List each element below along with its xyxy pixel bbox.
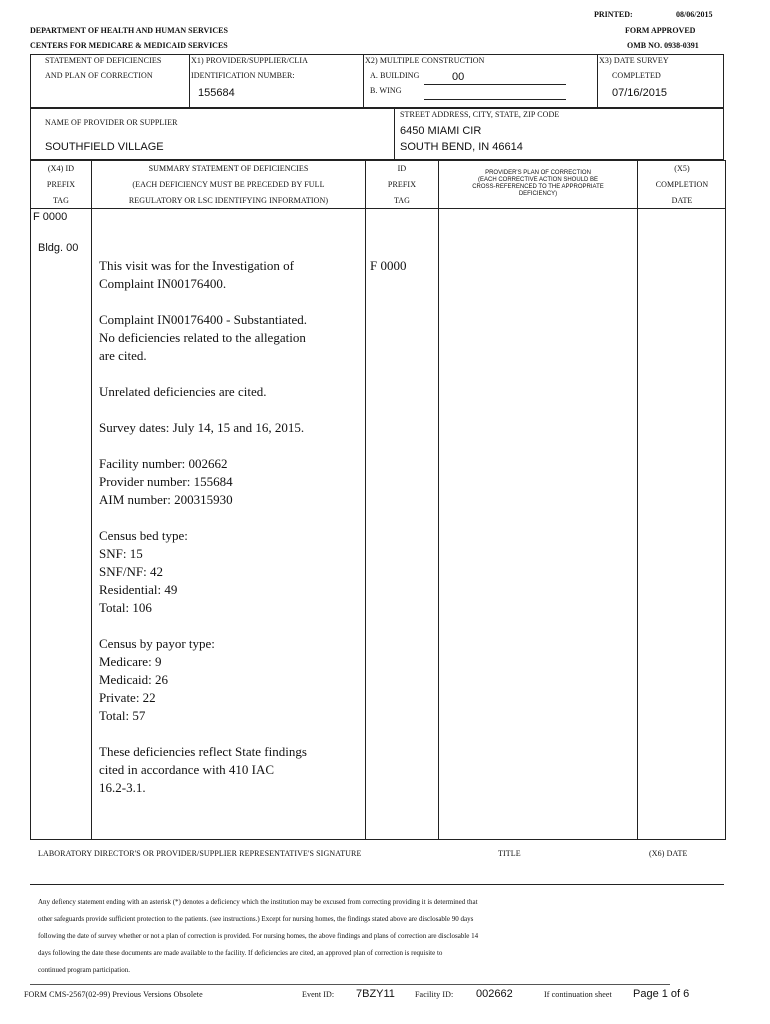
summary-line: 16.2-3.1.	[99, 780, 146, 795]
form-number: FORM CMS-2567(02-99) Previous Versions Obsolete	[24, 990, 203, 999]
address-line-1: 6450 MIAMI CIR	[400, 125, 482, 137]
x1-label-1: X1) PROVIDER/SUPPLIER/CLIA	[191, 56, 309, 65]
id-header-3: TAG	[393, 196, 411, 205]
disclaimer-line: continued program participation.	[38, 966, 130, 974]
provider-name-value: SOUTHFIELD VILLAGE	[45, 141, 164, 153]
summary-paragraph	[99, 455, 361, 509]
summary-line: No deficiencies related to the allegation	[99, 330, 306, 345]
disclaimer-line: other safeguards provide sufficient protection to the patients. (see instructions.) Except for nursing homes, the findings stated above are disclosable 90 days	[38, 915, 474, 923]
summary-paragraph	[99, 527, 361, 617]
summary-line: AIM number: 200315930	[99, 492, 233, 507]
summary-header-3: REGULATORY OR LSC IDENTIFYING INFORMATION)	[128, 196, 329, 205]
summary-line: Survey dates: July 14, 15 and 16, 2015.	[99, 420, 305, 435]
x5-header-3: DATE	[671, 196, 693, 205]
disclaimer-line: Any defiency statement ending with an asterisk (*) denotes a deficiency which the institution may be excused from correcting providing it is determined that	[38, 898, 478, 906]
summary-line: Total: 57	[99, 708, 146, 723]
centers-title: CENTERS FOR MEDICARE & MEDICAID SERVICES	[30, 41, 228, 50]
address-line-2: SOUTH BEND, IN 46614	[400, 141, 523, 153]
summary-line: Unrelated deficiencies are cited.	[99, 384, 267, 399]
plan-header-3: CROSS-REFERENCED TO THE APPROPRIATE	[472, 184, 604, 190]
summary-line: Medicare: 9	[99, 654, 162, 669]
provider-id-value: 155684	[198, 87, 235, 99]
summary-line: Provider number: 155684	[99, 474, 233, 489]
x4-header-2: PREFIX	[46, 180, 76, 189]
title-label: TITLE	[498, 849, 521, 858]
summary-line: SNF: 15	[99, 546, 143, 561]
left-prefix-tag: F 0000	[33, 211, 68, 223]
summary-paragraph	[99, 257, 361, 293]
plan-header	[439, 170, 637, 198]
summary-paragraph	[99, 383, 361, 401]
facility-id-label: Facility ID:	[415, 990, 454, 999]
plan-header-4: DEFICIENCY)	[518, 191, 558, 197]
event-id-value: 7BZY11	[356, 988, 395, 1000]
x6-date-label: (X6) DATE	[649, 849, 688, 858]
building-value: 00	[452, 71, 465, 83]
printed-label: PRINTED:	[594, 10, 633, 19]
summary-paragraph	[99, 743, 361, 797]
summary-line: Census bed type:	[99, 528, 188, 543]
facility-id-value: 002662	[476, 988, 513, 1000]
summary-line: This visit was for the Investigation of	[99, 258, 294, 273]
event-id-label: Event ID:	[302, 990, 335, 999]
id-header-2: PREFIX	[387, 180, 417, 189]
address-label: STREET ADDRESS, CITY, STATE, ZIP CODE	[400, 110, 560, 119]
summary-line: Facility number: 002662	[99, 456, 228, 471]
omb-number: OMB NO. 0938-0391	[627, 41, 699, 50]
continuation-label: If continuation sheet	[544, 990, 612, 999]
x2-label: X2) MULTIPLE CONSTRUCTION	[365, 56, 485, 65]
disclaimer-text	[38, 894, 718, 979]
provider-name-label: NAME OF PROVIDER OR SUPPLIER	[45, 118, 178, 127]
x4-header-3: TAG	[52, 196, 70, 205]
right-prefix-tag: F 0000	[370, 258, 407, 273]
summary-text	[99, 257, 361, 815]
disclaimer-line: following the date of survey whether or not a plan of correction is provided. For nursing homes, the above findings and plans of correction are disclosable 14	[38, 932, 479, 940]
page-number: Page 1 of 6	[633, 988, 690, 1000]
summary-line: Census by payor type:	[99, 636, 215, 651]
statement-label-2: AND PLAN OF CORRECTION	[45, 71, 153, 80]
statement-label-1: STATEMENT OF DEFICIENCIES	[45, 56, 162, 65]
summary-line: are cited.	[99, 348, 147, 363]
summary-line: Private: 22	[99, 690, 156, 705]
x3-label-2: COMPLETED	[612, 71, 661, 80]
x4-header-1: (X4) ID	[47, 164, 75, 173]
wing-label: B. WING	[370, 86, 402, 95]
x5-header-2: COMPLETION	[655, 180, 709, 189]
summary-line: SNF/NF: 42	[99, 564, 163, 579]
summary-line: Residential: 49	[99, 582, 178, 597]
summary-line: Complaint IN00176400 - Substantiated.	[99, 312, 307, 327]
id-header-1: ID	[397, 164, 407, 173]
plan-header-2: (EACH CORRECTIVE ACTION SHOULD BE	[477, 177, 599, 183]
summary-paragraph	[99, 419, 361, 437]
summary-line: Medicaid: 26	[99, 672, 168, 687]
printed-date: 08/06/2015	[676, 10, 713, 19]
summary-line: Total: 106	[99, 600, 152, 615]
form-approved: FORM APPROVED	[625, 26, 696, 35]
summary-header-2: (EACH DEFICIENCY MUST BE PRECEDED BY FULL	[132, 180, 325, 189]
building-tag: Bldg. 00	[38, 242, 79, 254]
survey-date-value: 07/16/2015	[612, 87, 668, 99]
summary-paragraph	[99, 311, 361, 365]
x1-label-2: IDENTIFICATION NUMBER:	[191, 71, 295, 80]
summary-line: Complaint IN00176400.	[99, 276, 227, 291]
disclaimer-line: days following the date these documents are made available to the facility. If deficiencies are cited, an approved plan of correction is requisite to	[38, 949, 443, 957]
x3-label-1: X3) DATE SURVEY	[599, 56, 669, 65]
summary-header-1: SUMMARY STATEMENT OF DEFICIENCIES	[148, 164, 309, 173]
x5-header-1: (X5)	[674, 164, 690, 173]
summary-line: cited in accordance with 410 IAC	[99, 762, 275, 777]
summary-paragraph	[99, 635, 361, 725]
summary-line: These deficiencies reflect State findings	[99, 744, 307, 759]
plan-header-1: PROVIDER'S PLAN OF CORRECTION	[485, 170, 591, 176]
building-label: A. BUILDING	[370, 71, 420, 80]
signature-label: LABORATORY DIRECTOR'S OR PROVIDER/SUPPLIER REPRESENTATIVE'S SIGNATURE	[38, 849, 362, 858]
dept-title: DEPARTMENT OF HEALTH AND HUMAN SERVICES	[30, 26, 228, 35]
